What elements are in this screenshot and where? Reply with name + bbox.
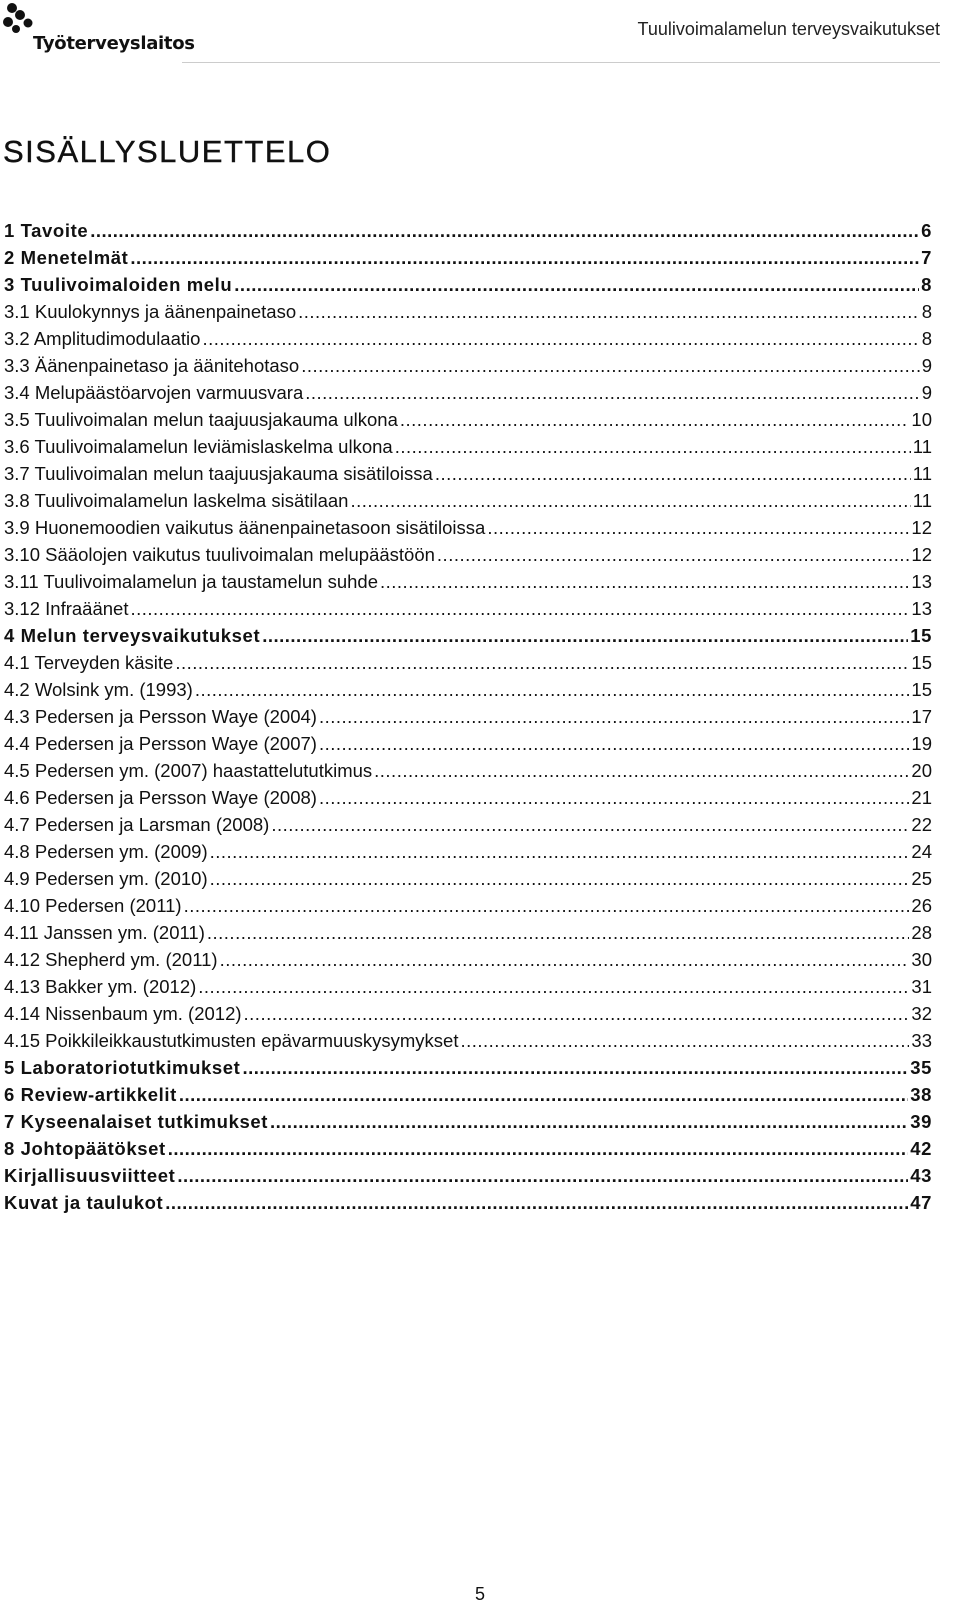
toc-entry-title: 1 Tavoite [4, 220, 89, 241]
toc-entry-page: 9 [921, 382, 932, 403]
toc-entry-title: 3.3 Äänenpainetaso ja äänitehotaso [4, 355, 300, 376]
toc-dot-leader [234, 271, 919, 298]
toc-entry-title: 6 Review-artikkelit [4, 1084, 177, 1105]
toc-entry-page: 24 [911, 841, 932, 862]
toc-dot-leader [242, 1054, 908, 1081]
toc-entry-title: 3.1 Kuulokynnys ja äänenpainetaso [4, 301, 297, 322]
toc-entry-page: 13 [911, 598, 932, 619]
toc-entry-page: 7 [921, 247, 932, 268]
toc-entry[interactable] [4, 1162, 932, 1189]
toc-entry-title: 7 Kyseenalaiset tutkimukset [4, 1111, 269, 1132]
toc-entry[interactable] [4, 217, 932, 244]
toc-entry-page: 28 [911, 922, 932, 943]
toc-entry-title: Kirjallisuusviitteet [4, 1165, 176, 1186]
toc-entry-page: 11 [912, 463, 932, 484]
toc-entry-page: 15 [911, 679, 932, 700]
toc-entry-page: 25 [911, 868, 932, 889]
toc-entry-page: 11 [912, 436, 932, 457]
toc-entry-title: 3.10 Sääolojen vaikutus tuulivoimalan melupäästöön [4, 544, 435, 565]
toc-entry[interactable] [4, 433, 932, 460]
toc-entry-title: 4.10 Pedersen (2011) [4, 895, 182, 916]
toc-entry[interactable] [4, 298, 932, 325]
toc-dot-leader [487, 514, 909, 541]
toc-entry[interactable] [4, 811, 932, 838]
toc-entry-page: 8 [921, 301, 932, 322]
toc-entry[interactable] [4, 784, 932, 811]
toc-entry-page: 15 [911, 652, 932, 673]
toc-dot-leader [244, 1000, 910, 1027]
toc-dot-leader [179, 1081, 908, 1108]
toc-entry[interactable] [4, 1054, 932, 1081]
toc-entry-page: 39 [910, 1111, 932, 1132]
toc-entry-title: 8 Johtopäätökset [4, 1138, 166, 1159]
toc-entry-page: 47 [910, 1192, 932, 1213]
toc-entry-page: 13 [911, 571, 932, 592]
logo-mark-icon [3, 2, 35, 36]
toc-entry-title: 4.1 Terveyden käsite [4, 652, 174, 673]
toc-entry-title: 4.4 Pedersen ja Persson Waye (2007) [4, 733, 317, 754]
toc-entry[interactable] [4, 271, 932, 298]
toc-entry[interactable] [4, 676, 932, 703]
toc-dot-leader [395, 433, 911, 460]
toc-entry[interactable] [4, 892, 932, 919]
toc-entry[interactable] [4, 1081, 932, 1108]
toc-entry-title: 4.3 Pedersen ja Persson Waye (2004) [4, 706, 317, 727]
toc-entry-page: 38 [910, 1084, 932, 1105]
toc-entry[interactable] [4, 919, 932, 946]
toc-entry[interactable] [4, 1108, 932, 1135]
toc-entry-page: 11 [912, 490, 932, 511]
toc-entry-page: 42 [910, 1138, 932, 1159]
toc-entry-title: 4.2 Wolsink ym. (1993) [4, 679, 193, 700]
toc-dot-leader [130, 244, 919, 271]
toc-dot-leader [350, 487, 910, 514]
toc-entry-page: 26 [911, 895, 932, 916]
toc-entry-title: 4.7 Pedersen ja Larsman (2008) [4, 814, 270, 835]
toc-dot-leader [210, 838, 910, 865]
toc-entry[interactable] [4, 865, 932, 892]
toc-entry-page: 19 [911, 733, 932, 754]
toc-entry[interactable] [4, 487, 932, 514]
toc-dot-leader [319, 703, 909, 730]
toc-entry[interactable] [4, 973, 932, 1000]
toc-entry-title: 4.8 Pedersen ym. (2009) [4, 841, 208, 862]
toc-entry[interactable] [4, 406, 932, 433]
toc-entry-page: 17 [911, 706, 932, 727]
toc-entry[interactable] [4, 622, 932, 649]
toc-entry-page: 21 [911, 787, 932, 808]
toc-dot-leader [305, 379, 919, 406]
toc-dot-leader [177, 1162, 908, 1189]
toc-entry-title: 4.6 Pedersen ja Persson Waye (2008) [4, 787, 317, 808]
toc-entry-title: 3.11 Tuulivoimalamelun ja taustamelun suhde [4, 571, 378, 592]
header-divider [182, 62, 940, 63]
toc-entry[interactable] [4, 352, 932, 379]
toc-entry-page: 8 [921, 328, 932, 349]
toc-entry-title: 3.2 Amplitudimodulaatio [4, 328, 201, 349]
toc-dot-leader [184, 892, 910, 919]
toc-dot-leader [165, 1189, 908, 1216]
toc-entry[interactable] [4, 946, 932, 973]
toc-entry[interactable] [4, 649, 932, 676]
toc-entry-title: 4.13 Bakker ym. (2012) [4, 976, 197, 997]
toc-heading: SISÄLLYSLUETTELO [3, 134, 332, 169]
toc-dot-leader [210, 865, 910, 892]
toc-entry-page: 9 [921, 355, 932, 376]
toc-entry-title: 3 Tuulivoimaloiden melu [4, 274, 233, 295]
toc-dot-leader [130, 595, 909, 622]
toc-dot-leader [198, 973, 909, 1000]
toc-entry-title: 4.11 Janssen ym. (2011) [4, 922, 205, 943]
toc-dot-leader [270, 1108, 908, 1135]
toc-dot-leader [207, 919, 910, 946]
toc-entry-title: 3.5 Tuulivoimalan melun taajuusjakauma ulkona [4, 409, 398, 430]
toc-entry-page: 31 [911, 976, 932, 997]
toc-dot-leader [168, 1135, 908, 1162]
toc-dot-leader [319, 784, 909, 811]
toc-entry[interactable] [4, 379, 932, 406]
toc-entry-page: 12 [911, 544, 932, 565]
logo-text: Työterveyslaitos [33, 33, 195, 54]
toc-dot-leader [271, 811, 909, 838]
toc-entry-page: 30 [911, 949, 932, 970]
toc-dot-leader [90, 217, 919, 244]
page-number: 5 [474, 1584, 485, 1604]
toc-entry[interactable] [4, 1027, 932, 1054]
toc-dot-leader [437, 541, 910, 568]
toc-dot-leader [435, 460, 911, 487]
toc-dot-leader [319, 730, 909, 757]
toc-entry-title: 4 Melun terveysvaikutukset [4, 625, 261, 646]
toc-dot-leader [400, 406, 910, 433]
toc-entry-title: 4.5 Pedersen ym. (2007) haastattelututkimus [4, 760, 373, 781]
toc-entry-page: 8 [921, 274, 932, 295]
logo [3, 2, 195, 58]
toc-entry[interactable] [4, 1135, 932, 1162]
toc-entry-page: 22 [911, 814, 932, 835]
toc-dot-leader [460, 1027, 909, 1054]
toc-entry[interactable] [4, 838, 932, 865]
toc-entry-page: 35 [910, 1057, 932, 1078]
toc-entry-title: 3.7 Tuulivoimalan melun taajuusjakauma sisätiloissa [4, 463, 433, 484]
toc-dot-leader [298, 298, 920, 325]
toc-entry[interactable] [4, 595, 932, 622]
toc-entry-title: 4.9 Pedersen ym. (2010) [4, 868, 208, 889]
toc-dot-leader [380, 568, 909, 595]
toc-entry-title: 3.8 Tuulivoimalamelun laskelma sisätilaan [4, 490, 349, 511]
page-header [0, 0, 960, 64]
toc-entry-title: 4.12 Shepherd ym. (2011) [4, 949, 218, 970]
toc-entry-title: 2 Menetelmät [4, 247, 129, 268]
toc-entry[interactable] [4, 514, 932, 541]
toc-dot-leader [374, 757, 909, 784]
toc-entry-title: 5 Laboratoriotutkimukset [4, 1057, 241, 1078]
toc-entry[interactable] [4, 568, 932, 595]
toc-entry-title: Kuvat ja taulukot [4, 1192, 164, 1213]
toc-entry-title: 4.15 Poikkileikkaustutkimusten epävarmuuskysymykset [4, 1030, 459, 1051]
toc-dot-leader [220, 946, 910, 973]
toc-dot-leader [262, 622, 908, 649]
table-of-contents [4, 217, 932, 1216]
toc-entry-page: 33 [911, 1030, 932, 1051]
toc-entry[interactable] [4, 1000, 932, 1027]
toc-entry-page: 15 [910, 625, 932, 646]
toc-entry[interactable] [4, 730, 932, 757]
toc-entry-page: 10 [911, 409, 932, 430]
toc-entry-page: 32 [911, 1003, 932, 1024]
toc-entry-page: 6 [921, 220, 932, 241]
toc-entry-page: 43 [910, 1165, 932, 1186]
toc-dot-leader [175, 649, 909, 676]
toc-entry-page: 12 [911, 517, 932, 538]
toc-entry-title: 4.14 Nissenbaum ym. (2012) [4, 1003, 242, 1024]
toc-entry[interactable] [4, 757, 932, 784]
toc-entry[interactable] [4, 244, 932, 271]
toc-entry[interactable] [4, 325, 932, 352]
toc-entry[interactable] [4, 541, 932, 568]
toc-entry-title: 3.12 Infraäänet [4, 598, 129, 619]
toc-entry[interactable] [4, 703, 932, 730]
toc-entry-title: 3.9 Huonemoodien vaikutus äänenpainetasoon sisätiloissa [4, 517, 486, 538]
toc-entry[interactable] [4, 460, 932, 487]
toc-entry-title: 3.6 Tuulivoimalamelun leviämislaskelma ulkona [4, 436, 393, 457]
toc-entry-page: 20 [911, 760, 932, 781]
running-title: Tuulivoimalamelun terveysvaikutukset [637, 19, 940, 39]
toc-entry[interactable] [4, 1189, 932, 1216]
toc-dot-leader [301, 352, 919, 379]
toc-dot-leader [202, 325, 919, 352]
toc-entry-title: 3.4 Melupäästöarvojen varmuusvara [4, 382, 304, 403]
toc-dot-leader [195, 676, 910, 703]
